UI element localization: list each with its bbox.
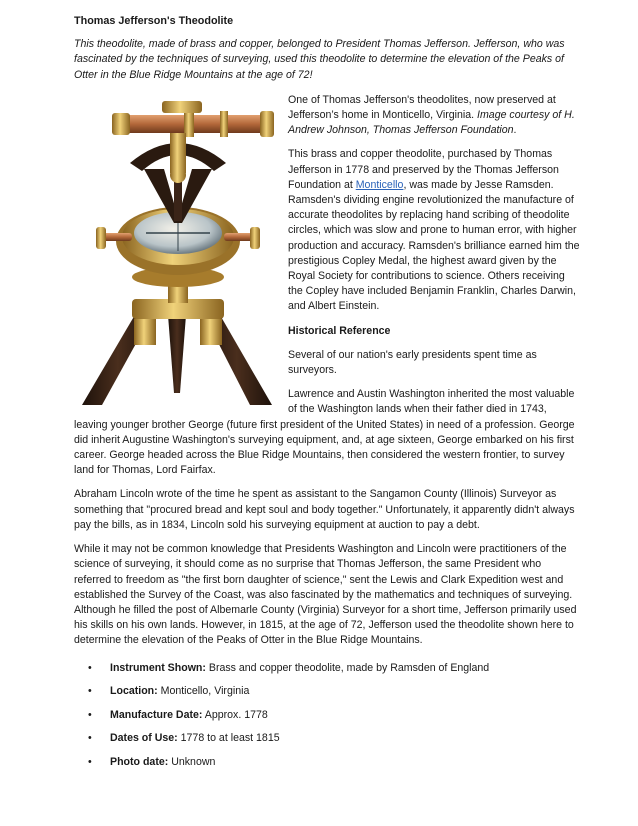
list-item-value: 1778 to at least 1815 (177, 732, 280, 745)
theodolite-illustration (74, 93, 276, 405)
list-item-label: Manufacture Date: (110, 708, 203, 721)
bullet-icon: • (88, 661, 92, 674)
list-item-value: Monticello, Virginia (157, 685, 250, 698)
list-item (88, 661, 580, 676)
caption-text: One of Thomas Jefferson's theodolites, now preserved at Jefferson’s home in Monticello, Virginia. (288, 93, 556, 122)
list-item (88, 708, 580, 723)
list-item-label: Instrument Shown: (110, 661, 206, 674)
ramsden-text-start: This brass and copper theodolite, purchased by Thomas Jefferson in 1778 and preserved by the Thomas Jefferson Foundation at (288, 148, 559, 191)
bullet-icon: • (88, 708, 92, 721)
bullet-icon: • (88, 732, 92, 745)
theodolite-photo (74, 93, 276, 405)
document-title: Thomas Jefferson's Theodolite (74, 15, 234, 27)
list-item (88, 684, 580, 699)
bullet-icon: • (88, 755, 92, 768)
list-item-value: Unknown (168, 755, 216, 768)
list-item-value: Brass and copper theodolite, made by Ramsden of England (205, 661, 490, 674)
bullet-icon: • (88, 685, 92, 698)
caption-end: . (513, 124, 517, 137)
list-item-label: Photo date: (110, 755, 169, 768)
document-page (74, 14, 580, 778)
list-item-label: Location: (110, 685, 158, 698)
details-list (74, 661, 580, 771)
jefferson-paragraph: While it may not be common knowledge that Presidents Washington and Lincoln were practitioners of the science of surveying, it should come as no surprise that Thomas Jefferson, the same President who referred to freedom as "the first born daughter of science," sent the Lewis and Clark Expedition west and established the Survey of the Coast, was also fascinated by the mathematics and techniques of surveying. Although he filled the post of Albemarle County (Virginia) Surveyor for a short time, Jefferson primarily used his skills on his own lands. However, in 1815, at the age of 72, Jefferson used the theodolite shown here to determine the elevation of the Peaks of Otter in the Blue Ridge Mountains. (74, 543, 577, 647)
monticello-link[interactable]: Monticello (355, 178, 404, 191)
list-item-label: Dates of Use: (110, 732, 178, 745)
ramsden-text-end: , was made by Jesse Ramsden. Ramsden's dividing engine revolutionized the manufacture of accurate theodolites by replacing hand scribing of theodolite circles, which was slow and prone to human error, with higher production and accuracy. Ramsden's brilliance earned him the prestigious Copley Medal, the highest award given by the Royal Society for contributions to science. Others receiving the Copley have included Benjamin Franklin, Charles Darwin, and Albert Einstein. (288, 178, 580, 313)
presidents-paragraph: Several of our nation's early presidents spent time as surveyors. (288, 348, 537, 377)
lincoln-paragraph: Abraham Lincoln wrote of the time he spent as assistant to the Sangamon County (Illinois) Surveyor as something that "procured bread and kept soul and body together." Unfortunately, it apparently didn't always pay the bills, as in 1834, Lincoln sold his surveying equipment at auction to pay a debt. (74, 488, 575, 531)
list-item (88, 731, 580, 746)
caption-credit: Image courtesy of H. Andrew Johnson, Thomas Jefferson Foundation (288, 109, 575, 137)
section-heading-historical-reference: Historical Reference (288, 324, 391, 337)
intro-paragraph: This theodolite, made of brass and copper, belonged to President Thomas Jefferson. Jefferson, who was fascinated by the techniques of surveying, used this theodolite to determine the elevation of the Peaks of Otter in the Blue Ridge Mountains at the age of 72! (74, 38, 565, 81)
list-item (88, 755, 580, 770)
list-item-value: Approx. 1778 (202, 708, 268, 721)
washington-paragraph: Lawrence and Austin Washington inherited the most valuable of the Washington lands when their father died in 1743, leaving younger brother George (future first president of the United States) in need of a profession. George did inherit Augustine Washington's surveying equipment, and, at age sixteen, George embarked on his first career. George headed across the Blue Ridge Mountains, then considered the western frontier, to survey land for Thomas, Lord Fairfax. (74, 388, 575, 477)
